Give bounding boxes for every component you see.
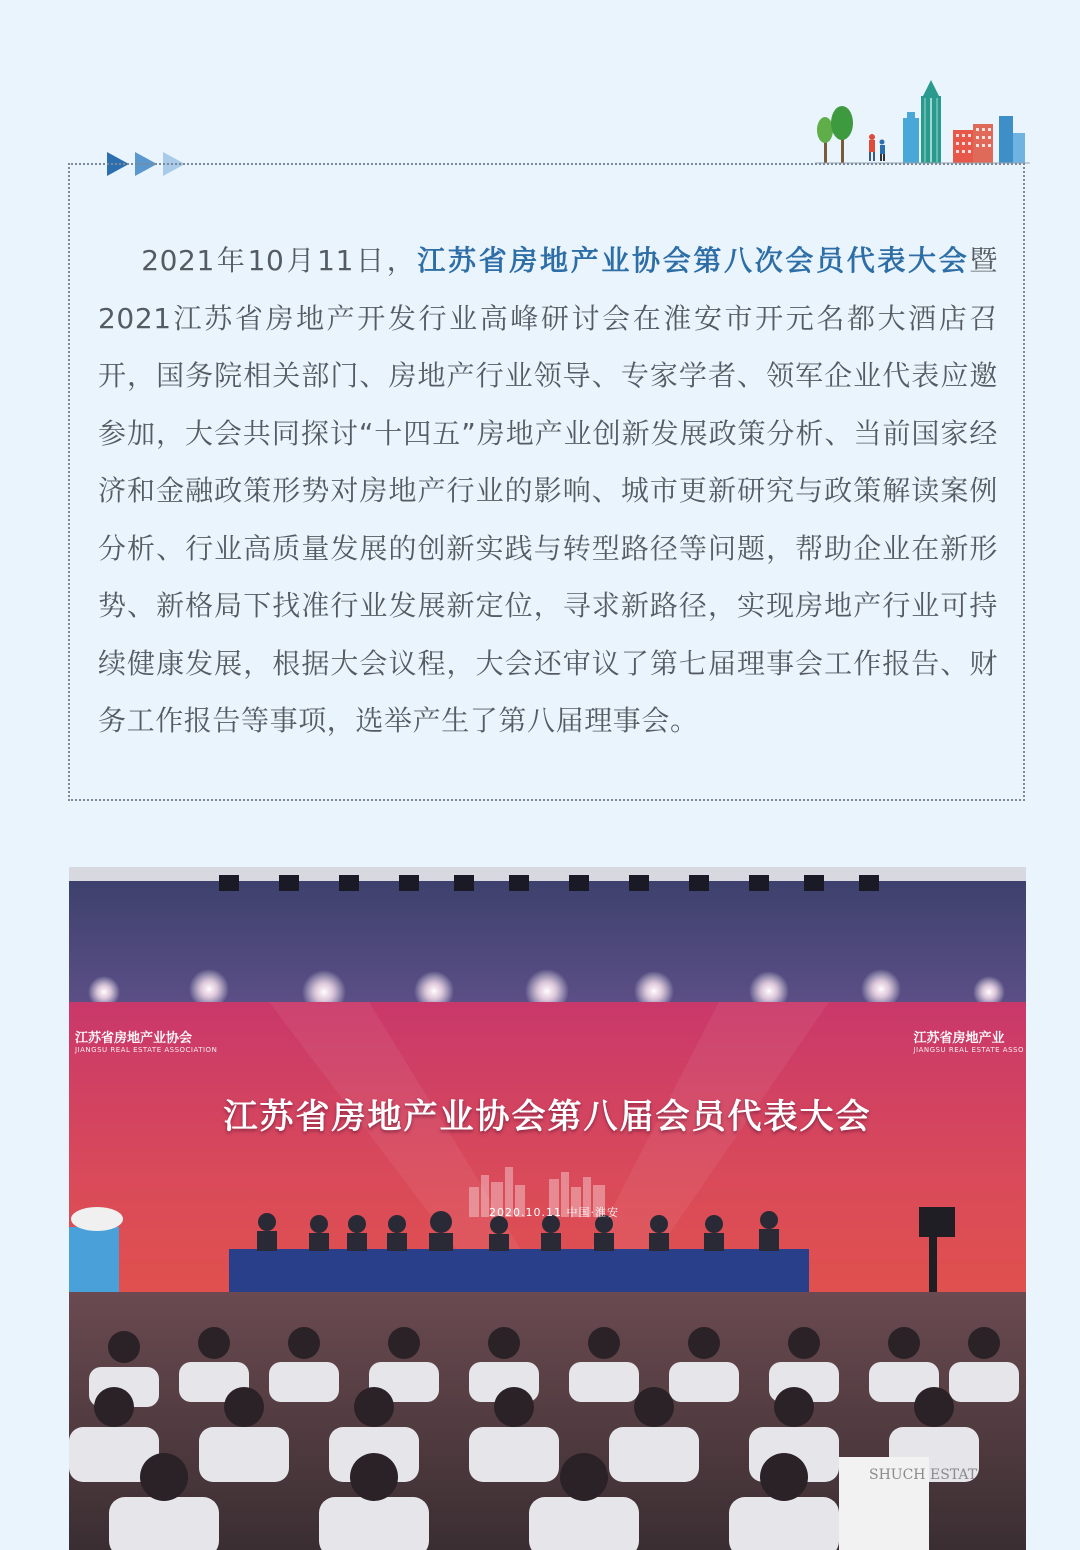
bag-text: SHUCH ESTAT <box>869 1467 978 1483</box>
article-paragraph <box>98 232 998 750</box>
article-date-lead: 2021年10月11日， <box>141 244 418 277</box>
logo-left: 江苏省房地产业协会 JIANGSU REAL ESTATE ASSOCIATION <box>75 1031 218 1054</box>
banner-title: 江苏省房地产业协会第八届会员代表大会 <box>223 1097 872 1137</box>
banner-date: 2020.10.11 中国·淮安 <box>489 1206 619 1219</box>
city-skyline-icon <box>815 78 1030 166</box>
article-highlight: 江苏省房地产业协会第八次会员代表大会 <box>417 244 970 277</box>
logo-right: 江苏省房地产业 JIANGSU REAL ESTATE ASSO <box>913 1031 1024 1054</box>
conference-photo <box>69 867 1026 1550</box>
article-body: 暨2021江苏省房地产开发行业高峰研讨会在淮安市开元名都大酒店召开，国务院相关部门、房地产行业领导、专家学者、领军企业代表应邀参加，大会共同探讨“十四五”房地产业创新发展政策分析、当前国家经济和金融政策形势对房地产行业的影响、城市更新研究与政策解读案例分析、行业高质量发展的创新实践与转型路径等问题，帮助企业在新形势、新格局下找准行业发展新定位，寻求新路径，实现房地产行业可持续健康发展，根据大会议程，大会还审议了第七届理事会工作报告、财务工作报告等事项，选举产生了第八届理事会。 <box>98 244 998 737</box>
